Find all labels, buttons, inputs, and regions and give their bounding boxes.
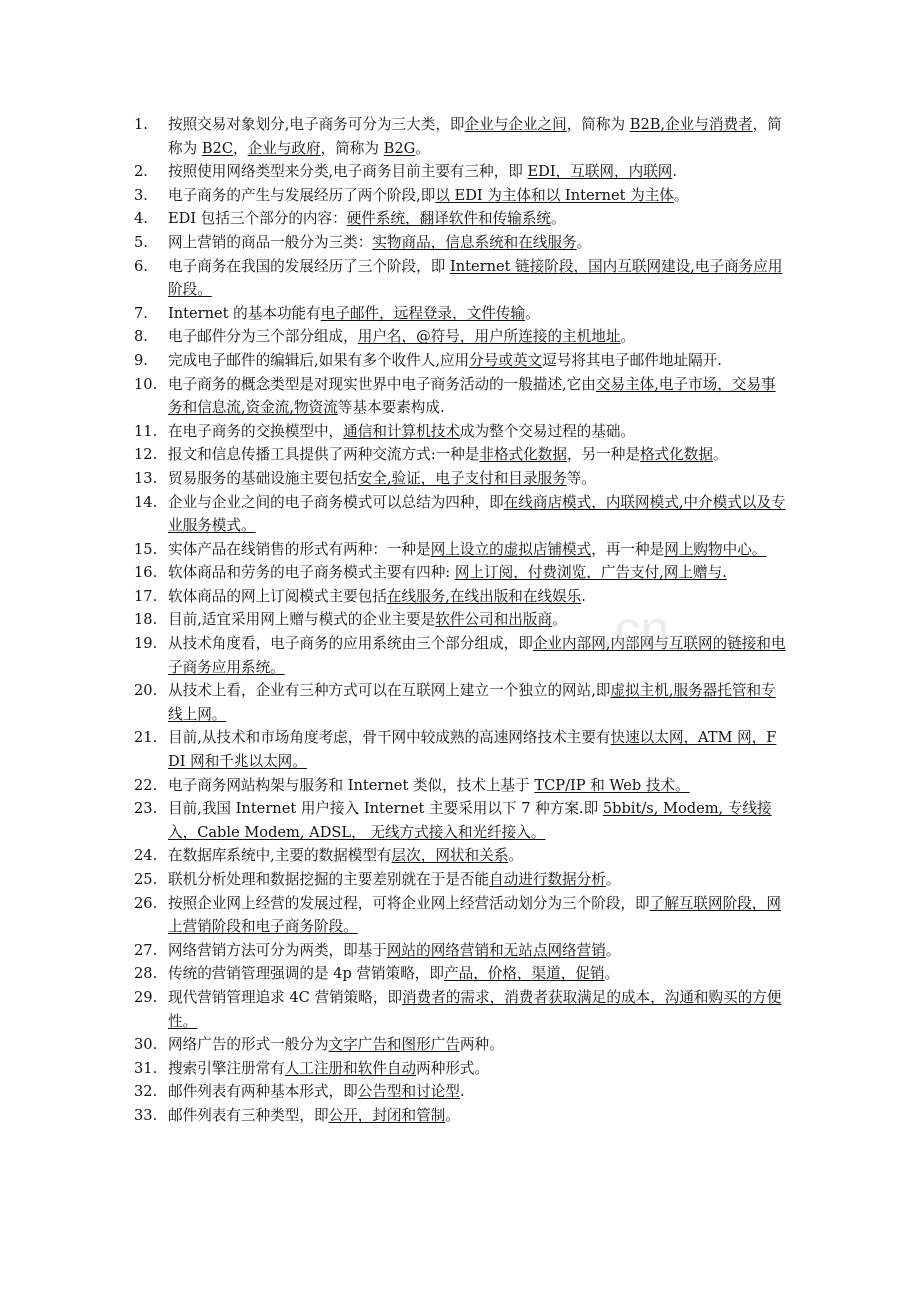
question-text xyxy=(168,376,776,417)
question-text xyxy=(168,1060,489,1077)
answer-blank: 5bbit/s, Modem, 专线接入，Cable Modem, ADSL， 无线方式接入和光纤接入。 xyxy=(168,800,772,841)
question-number: 20. xyxy=(134,682,158,700)
question-text xyxy=(168,328,635,345)
question-item xyxy=(134,1057,786,1081)
question-fragment: 逗号将其电子邮件地址隔开. xyxy=(542,351,722,369)
answer-blank: 格式化数据 xyxy=(639,446,713,464)
question-number: 10. xyxy=(134,375,158,393)
question-fragment: 搜索引擎注册常有 xyxy=(168,1059,285,1077)
question-fragment: . xyxy=(459,1083,465,1101)
question-item xyxy=(134,467,786,491)
answer-blank: B2G xyxy=(383,139,416,157)
question-item xyxy=(134,844,786,868)
answer-blank: EDI，互联网，内联网 xyxy=(527,163,673,181)
answer-blank: 网站的网络营销和无站点网络营销 xyxy=(386,941,606,959)
question-fragment: 贸易服务的基础设施主要包括 xyxy=(168,469,358,487)
question-text xyxy=(168,1107,460,1124)
question-number: 32. xyxy=(134,1083,158,1101)
question-fragment: 。 xyxy=(552,611,567,629)
question-text xyxy=(168,210,566,227)
question-item xyxy=(134,1080,786,1104)
question-text xyxy=(168,847,523,864)
question-number: 21. xyxy=(134,729,158,747)
answer-blank: 产品，价格，渠道，促销 xyxy=(444,965,605,983)
question-fragment: 按照交易对象划分,电子商务可分为三大类，即 xyxy=(168,116,465,133)
answer-blank: 自动进行数据分析 xyxy=(489,871,606,888)
answer-blank: 网上设立的虚拟店铺模式 xyxy=(430,540,592,558)
question-fragment: 网络营销方法可分为两类，即基于 xyxy=(168,941,387,959)
question-item xyxy=(134,608,786,632)
question-text xyxy=(168,682,776,723)
question-number: 29. xyxy=(134,988,158,1006)
question-number: 19. xyxy=(134,635,158,653)
question-fragment: 电子邮件分为三个部分组成， xyxy=(168,328,358,346)
question-text xyxy=(168,305,540,322)
question-fragment: 。 xyxy=(445,1106,460,1124)
question-item xyxy=(134,797,786,844)
question-text xyxy=(168,541,766,558)
question-fragment: 。 xyxy=(508,847,523,865)
question-item xyxy=(134,113,786,160)
question-fragment: . xyxy=(672,163,678,181)
answer-blank: 实物商品，信息系统和在线服务 xyxy=(372,233,577,251)
question-fragment: 在电子商务的交换模型中， xyxy=(168,422,344,440)
question-text xyxy=(168,234,591,251)
question-item xyxy=(134,939,786,963)
question-fragment: 电子商务的产生与发展经历了两个阶段,即 xyxy=(168,186,436,204)
question-fragment: 邮件列表有三种类型，即 xyxy=(168,1106,329,1124)
question-text xyxy=(168,588,586,605)
question-number: 31. xyxy=(134,1059,158,1077)
question-number: 7. xyxy=(134,304,148,322)
question-item xyxy=(134,302,786,326)
question-item xyxy=(134,207,786,231)
answer-blank: 以 EDI 为主体和以 Internet 为主体 xyxy=(435,186,674,204)
answer-blank: Internet 链接阶段，国内互联网建设,电子商务应用阶段。 xyxy=(168,257,783,299)
question-text xyxy=(168,352,722,369)
question-text xyxy=(168,564,727,581)
question-text xyxy=(168,1036,504,1053)
question-number: 15. xyxy=(134,540,158,558)
question-number: 3. xyxy=(134,186,148,204)
question-number: 11. xyxy=(134,422,158,440)
answer-blank: 软件公司和出版商 xyxy=(435,611,553,629)
question-item xyxy=(134,1104,786,1128)
question-item xyxy=(134,962,786,986)
question-fragment: 。 xyxy=(712,446,728,464)
question-item xyxy=(134,679,786,726)
answer-blank: 通信和计算机技术 xyxy=(343,422,460,440)
question-fragment: ，简称为 xyxy=(168,116,782,157)
question-fragment: 按照使用网络类型来分类,电子商务目前主要有三种，即 xyxy=(168,163,528,181)
question-text xyxy=(168,116,782,157)
question-number: 9. xyxy=(134,351,148,369)
answer-blank: 人工注册和软件自动 xyxy=(284,1059,417,1077)
answer-blank: 硬件系统，翻译软件和传输系统 xyxy=(346,210,552,228)
question-number: 27. xyxy=(134,941,158,959)
question-fragment: 。 xyxy=(605,871,621,888)
question-number: 13. xyxy=(134,469,158,487)
answer-blank: B2B,企业与消费者 xyxy=(629,116,753,133)
question-item xyxy=(134,373,786,420)
question-number: 8. xyxy=(134,328,148,346)
question-fragment: 从技术上看，企业有三种方式可以在互联网上建立一个独立的网站,即 xyxy=(168,682,611,700)
question-item xyxy=(134,868,786,892)
question-list xyxy=(134,113,786,1128)
question-item xyxy=(134,231,786,255)
question-fragment: 网上营销的商品一般分为三类： xyxy=(168,233,373,251)
question-item xyxy=(134,1033,786,1057)
question-fragment: 电子商务的概念类型是对现实世界中电子商务活动的一般描述,它由 xyxy=(168,375,596,393)
question-fragment: 。 xyxy=(576,233,592,251)
question-fragment: 联机分析处理和数据挖掘的主要差别就在于是否能 xyxy=(168,871,490,888)
question-item xyxy=(134,774,786,798)
question-number: 14. xyxy=(134,493,158,511)
question-fragment: 两种。 xyxy=(459,1036,504,1054)
question-fragment: 。 xyxy=(673,186,689,204)
question-number: 22. xyxy=(134,776,158,794)
question-fragment: 目前,适宜采用网上赠与模式的企业主要是 xyxy=(168,611,436,629)
question-item xyxy=(134,160,786,184)
question-fragment: 软体商品的网上订阅模式主要包括 xyxy=(168,587,387,605)
question-fragment: Internet 的基本功能有 xyxy=(168,304,321,322)
question-item xyxy=(134,538,786,562)
question-fragment: 。 xyxy=(620,328,636,346)
answer-blank: 企业内部网,内部网与互联网的链接和电子商务应用系统。 xyxy=(168,635,786,676)
question-item xyxy=(134,892,786,939)
question-fragment: 。 xyxy=(605,941,621,959)
question-text xyxy=(168,942,620,959)
answer-blank: 网上订阅，付费浏览，广告支付,网上赠与. xyxy=(454,564,727,582)
question-text xyxy=(168,729,776,770)
question-fragment: ， xyxy=(233,139,248,157)
question-fragment: 目前,我国 Internet 用户接入 Internet 主要采用以下 7 种方案.即 xyxy=(168,800,603,818)
question-fragment: 在数据库系统中,主要的数据模型有 xyxy=(168,847,392,865)
answer-blank: 虚拟主机,服务器托管和专线上网。 xyxy=(168,682,776,723)
question-item xyxy=(134,255,786,302)
question-fragment: ，再一种是 xyxy=(591,540,665,558)
answer-blank: 网上购物中心。 xyxy=(664,540,767,558)
question-text xyxy=(168,163,677,180)
question-fragment: 现代营销管理追求 4C 营销策略，即 xyxy=(168,988,403,1006)
answer-blank: 电子邮件，远程登录，文件传输 xyxy=(320,304,526,322)
answer-blank: 非格式化数据 xyxy=(479,446,567,464)
answer-blank: 公告型和讨论型 xyxy=(357,1083,460,1101)
answer-blank: TCP/IP 和 Web 技术。 xyxy=(534,776,690,794)
answer-blank: 了解互联网阶段，网上营销阶段和电子商务阶段。 xyxy=(168,894,781,936)
answer-blank: 在线服务,在线出版和在线娱乐 xyxy=(386,587,582,605)
question-fragment: 网络广告的形式一般分为 xyxy=(168,1036,329,1054)
question-text xyxy=(168,494,786,535)
question-text xyxy=(168,258,782,299)
question-item xyxy=(134,632,786,679)
question-fragment: 等。 xyxy=(566,469,596,487)
question-number: 5. xyxy=(134,233,148,251)
answer-blank: 企业与企业之间 xyxy=(464,116,567,133)
question-item xyxy=(134,585,786,609)
question-fragment: 邮件列表有两种基本形式，即 xyxy=(168,1083,358,1101)
question-text xyxy=(168,895,781,936)
question-text xyxy=(168,800,772,841)
question-item xyxy=(134,491,786,538)
question-number: 18. xyxy=(134,611,158,629)
question-number: 12. xyxy=(134,446,158,464)
question-item xyxy=(134,420,786,444)
question-number: 30. xyxy=(134,1036,158,1054)
question-fragment: 电子商务网站构架与服务和 Internet 类似，技术上基于 xyxy=(168,776,535,794)
question-number: 33. xyxy=(134,1106,158,1124)
answer-blank: 文字广告和图形广告 xyxy=(328,1036,460,1054)
question-text xyxy=(168,611,567,628)
question-number: 4. xyxy=(134,210,148,228)
question-fragment: 报文和信息传播工具提供了两种交流方式:一种是 xyxy=(168,446,480,464)
question-text xyxy=(168,423,635,440)
question-fragment: . xyxy=(581,587,586,605)
answer-blank: 层次，网状和关系 xyxy=(391,847,509,865)
answer-blank: 公开，封闭和管制 xyxy=(328,1106,446,1124)
answer-blank: 在线商店模式，内联网模式,中介模式以及专业服务模式。 xyxy=(168,493,786,535)
question-fragment: 完成电子邮件的编辑后,如果有多个收件人,应用 xyxy=(168,351,470,369)
question-number: 24. xyxy=(134,847,158,865)
question-fragment: 成为整个交易过程的基础。 xyxy=(459,422,636,440)
watermark: .cn xyxy=(600,601,670,659)
answer-blank: 快速以太网，ATM 网，FDI 网和千兆以太网。 xyxy=(168,729,777,771)
answer-blank: 消费者的需求，消费者获取满足的成本，沟通和购买的方便性。 xyxy=(168,988,782,1030)
question-fragment: 电子商务在我国的发展经历了三个阶段，即 xyxy=(168,257,450,275)
question-fragment: ，简称为 xyxy=(566,116,630,133)
answer-blank: B2C xyxy=(201,139,234,157)
question-number: 26. xyxy=(134,894,158,912)
question-fragment: 企业与企业之间的电子商务模式可以总结为四种，即 xyxy=(168,493,504,511)
answer-blank: 企业与政府 xyxy=(247,139,321,157)
question-fragment: 从技术角度看，电子商务的应用系统由三个部分组成，即 xyxy=(168,635,533,653)
question-fragment: 软体商品和劳务的电子商务模式主要有四种: xyxy=(168,564,455,582)
question-number: 17. xyxy=(134,587,158,605)
question-number: 25. xyxy=(134,871,158,888)
question-item xyxy=(134,349,786,373)
question-fragment: 按照企业网上经营的发展过程，可将企业网上经营活动划分为三个阶段，即 xyxy=(168,894,650,912)
question-text xyxy=(168,635,786,676)
question-number: 23. xyxy=(134,800,158,818)
question-fragment: 两种形式。 xyxy=(416,1059,490,1077)
question-fragment: 等基本要素构成. xyxy=(337,399,445,417)
question-text xyxy=(168,965,619,982)
question-item xyxy=(134,726,786,773)
question-number: 1. xyxy=(134,116,148,133)
question-text xyxy=(168,470,596,487)
question-text xyxy=(168,989,782,1030)
question-text xyxy=(168,1083,465,1100)
answer-blank: 交易主体,电子市场，交易事务和信息流,资金流,物资流 xyxy=(168,375,776,417)
question-fragment: EDI 包括三个部分的内容： xyxy=(168,210,347,228)
question-item xyxy=(134,184,786,208)
answer-blank: 用户名，@符号，用户所连接的主机地址 xyxy=(357,328,621,346)
question-fragment: 。 xyxy=(415,139,430,157)
question-number: 6. xyxy=(134,257,148,275)
question-item xyxy=(134,443,786,467)
question-item xyxy=(134,561,786,585)
question-fragment: 实体产品在线销售的形式有两种：一种是 xyxy=(168,540,431,558)
question-number: 16. xyxy=(134,564,158,582)
question-fragment: 传统的营销管理强调的是 4p 营销策略，即 xyxy=(168,965,445,983)
question-fragment: ，另一种是 xyxy=(566,446,640,464)
question-number: 28. xyxy=(134,965,158,983)
question-fragment: 目前,从技术和市场角度考虑，骨干网中较成熟的高速网络技术主要有 xyxy=(168,729,611,747)
question-item xyxy=(134,986,786,1033)
question-fragment: 。 xyxy=(604,965,620,983)
answer-blank: 安全,验证，电子支付和目录服务 xyxy=(357,469,567,487)
question-text xyxy=(168,446,728,463)
answer-blank: 分号或英文 xyxy=(469,351,543,369)
question-number: 2. xyxy=(134,163,148,181)
question-fragment: ，简称为 xyxy=(320,139,384,157)
question-fragment: 。 xyxy=(551,210,566,228)
question-item xyxy=(134,325,786,349)
question-text xyxy=(168,777,690,794)
question-text xyxy=(168,187,689,204)
question-text xyxy=(168,871,620,888)
question-fragment: 。 xyxy=(525,304,540,322)
